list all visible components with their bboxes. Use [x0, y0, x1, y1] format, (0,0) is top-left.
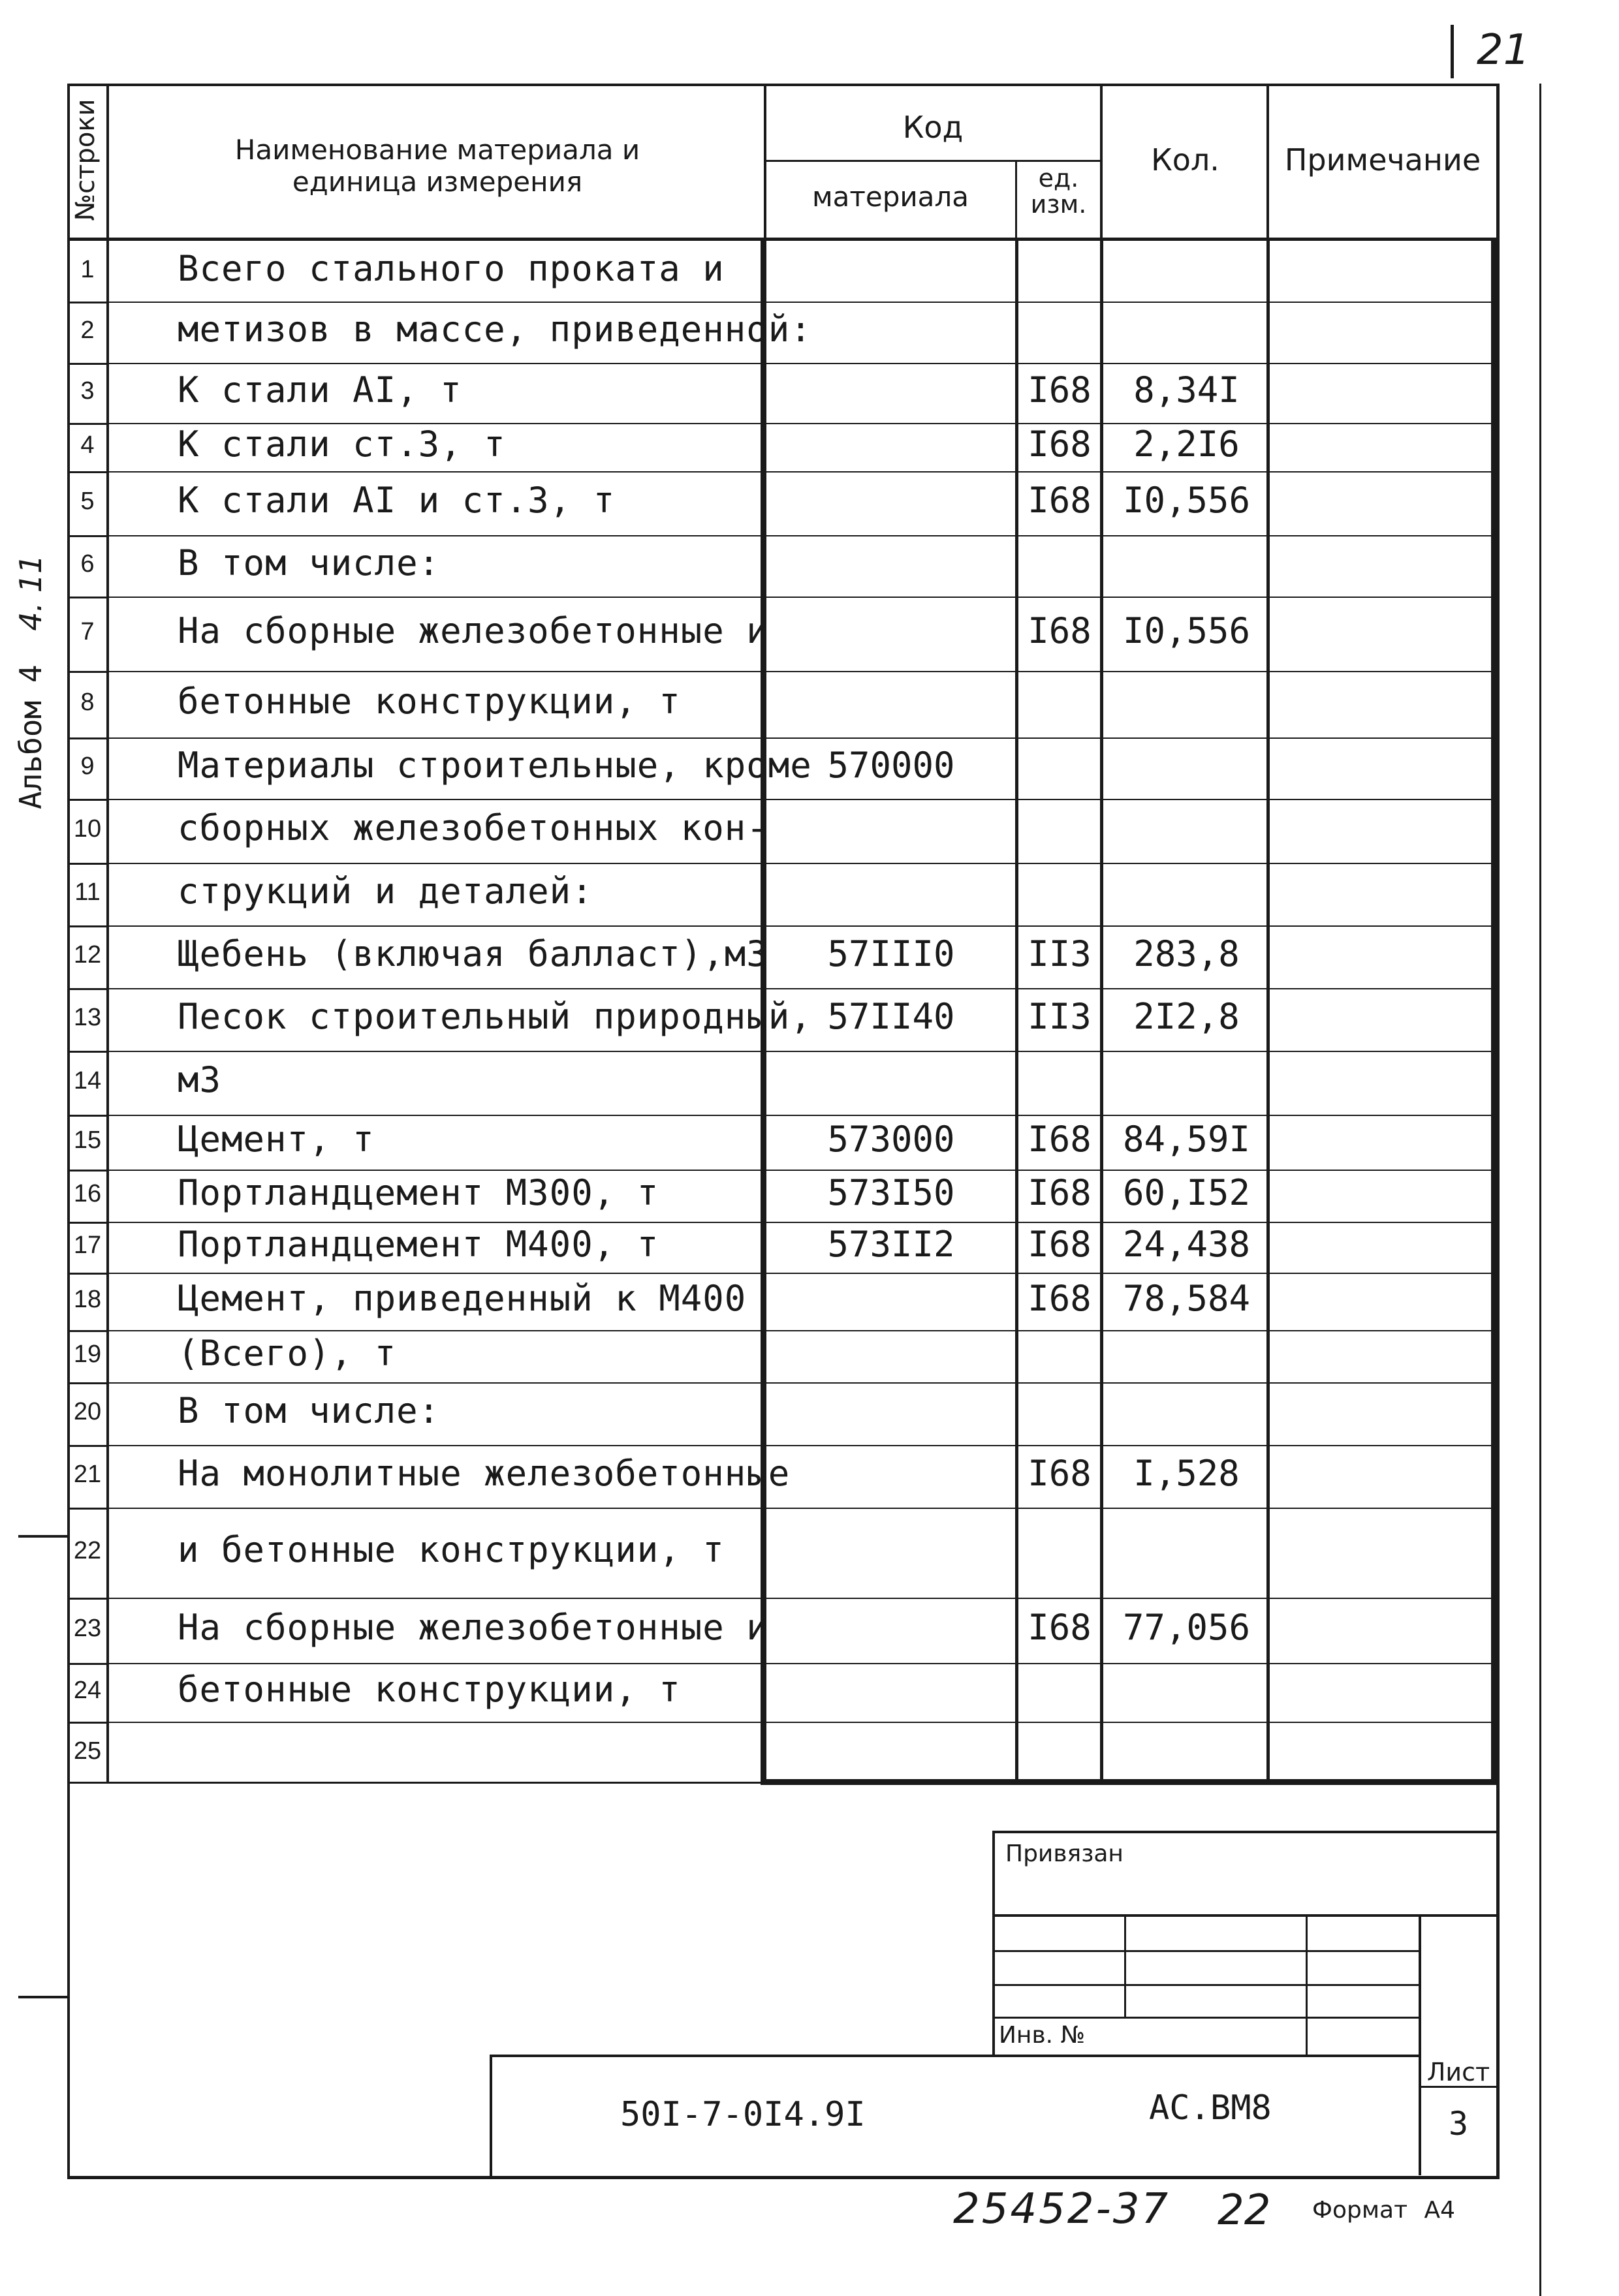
row-number: 10	[73, 815, 102, 843]
footer-handwritten-page: 22	[1218, 2186, 1271, 2235]
row-material-code: 57II40	[827, 996, 955, 1037]
header-qty: Кол.	[1151, 142, 1219, 178]
row-separator	[108, 1330, 1496, 1331]
row-number: 6	[80, 550, 95, 578]
header-row-no: №строки	[71, 99, 101, 221]
row-number-separator	[67, 737, 108, 739]
row-material-name: (Всего), т	[178, 1333, 397, 1374]
code-block-bottom	[761, 1779, 1497, 1785]
row-separator	[108, 863, 1496, 864]
row-unit-code: I68	[1028, 610, 1092, 651]
row-material-name: На сборные железобетонные и	[178, 1607, 768, 1648]
stamp-main-left	[490, 2055, 492, 2177]
row-material-code: 573000	[827, 1119, 955, 1160]
row-unit-code: I68	[1028, 369, 1092, 411]
stamp-doc-code: 50I-7-0I4.9I	[620, 2095, 866, 2134]
row-material-name: Цемент, т	[178, 1119, 375, 1160]
row-separator	[108, 988, 1496, 989]
row-material-name: На монолитные железобетонные	[178, 1453, 791, 1494]
row-number-separator	[67, 1382, 108, 1384]
row-number: 20	[73, 1398, 102, 1425]
row-quantity: 2,2I6	[1133, 424, 1240, 465]
row-separator	[108, 1598, 1496, 1599]
row-separator	[108, 1508, 1496, 1509]
row-number-separator	[67, 471, 108, 473]
frame-bottom	[67, 2176, 1500, 2179]
row-number: 4	[80, 431, 95, 459]
page-number-divider	[1451, 25, 1454, 78]
stamp-attached-top	[992, 1831, 1498, 1833]
row-material-name: На сборные железобетонные и	[178, 610, 768, 651]
row-material-name: К стали АI и ст.3, т	[178, 480, 616, 521]
row-unit-code: II3	[1028, 933, 1092, 974]
row-number: 24	[73, 1677, 102, 1704]
row-unit-code: I68	[1028, 1278, 1092, 1319]
stamp-grid-line	[992, 1984, 1421, 1986]
row-number-separator	[67, 597, 108, 598]
row-material-code: 573I50	[827, 1172, 955, 1213]
stamp-main-top	[490, 2055, 1420, 2057]
column-border	[1491, 241, 1497, 1784]
row-number: 13	[73, 1004, 102, 1031]
row-number-separator	[67, 1445, 108, 1447]
row-separator	[108, 1445, 1496, 1446]
row-number: 5	[80, 488, 95, 515]
row-separator	[108, 471, 1496, 473]
header-code-left	[764, 84, 766, 240]
row-unit-code: I68	[1028, 1224, 1092, 1265]
row-unit-code: I68	[1028, 1453, 1092, 1494]
row-number-separator	[67, 1273, 108, 1275]
row-quantity: 283,8	[1133, 933, 1240, 974]
row-number: 25	[73, 1737, 102, 1765]
row-number: 3	[80, 377, 95, 405]
row-quantity: I0,556	[1122, 610, 1251, 651]
stamp-mark: АС.ВМ8	[1149, 2088, 1272, 2128]
header-name-line1: Наименование материала и	[234, 134, 640, 166]
header-code-group: Код	[902, 110, 964, 145]
row-number-separator	[67, 925, 108, 927]
row-material-name: м3	[178, 1059, 222, 1100]
row-material-name: метизов в массе, приведенной:	[178, 309, 812, 350]
row-quantity: 8,34I	[1133, 369, 1240, 411]
row-number-separator	[67, 1330, 108, 1332]
header-bottom	[67, 238, 1500, 241]
row-number-separator	[67, 1051, 108, 1053]
row-number: 18	[73, 1286, 102, 1313]
row-quantity: 78,584	[1122, 1278, 1251, 1319]
stamp-attached-label: Привязан	[1005, 1840, 1124, 1867]
row-number-separator	[67, 671, 108, 673]
row-material-code: 57III0	[827, 933, 955, 974]
row-separator	[108, 1115, 1496, 1116]
row-material-name: Песок строительный природный,	[178, 996, 812, 1037]
stamp-grid-col	[1306, 1914, 1308, 2055]
row-number: 2	[80, 317, 95, 344]
row-quantity: 2I2,8	[1133, 996, 1240, 1037]
row-separator	[108, 597, 1496, 598]
row-number-separator	[67, 1508, 108, 1510]
row-number-separator	[67, 799, 108, 801]
album-stamp-handwritten: 4. 11	[13, 554, 48, 631]
row-material-name: В том числе:	[178, 1390, 441, 1431]
row-number: 15	[73, 1126, 102, 1154]
header-note: Примечание	[1284, 142, 1481, 178]
stamp-sheet-label: Лист	[1426, 2058, 1490, 2087]
row-quantity: 24,438	[1122, 1224, 1251, 1265]
row-separator	[108, 925, 1496, 927]
header-code-unit-line1: ед.	[1038, 164, 1079, 193]
row-separator	[108, 1170, 1496, 1171]
margin-mark	[18, 1996, 68, 1998]
row-material-name: сборных железобетонных кон-	[178, 807, 768, 848]
header-name-line2: единица измерения	[292, 166, 583, 198]
row-number: 1	[80, 255, 95, 283]
row-quantity: I0,556	[1122, 480, 1251, 521]
header-code-unit	[1015, 165, 1102, 217]
footer-handwritten-number: 25452-37	[953, 2185, 1171, 2233]
row-separator	[108, 1051, 1496, 1052]
row-material-name: К стали ст.3, т	[178, 424, 506, 465]
row-quantity: 77,056	[1122, 1607, 1251, 1648]
row-quantity: 60,I52	[1122, 1172, 1251, 1213]
row-material-name: Материалы строительные, кроме	[178, 745, 812, 786]
row-number-separator	[67, 1663, 108, 1665]
album-stamp-label: Альбом 4	[13, 664, 48, 809]
row-material-name: В том числе:	[178, 542, 441, 583]
row-number: 9	[80, 752, 95, 780]
row-material-name: Всего стального проката и	[178, 247, 725, 289]
row-number: 12	[73, 941, 102, 969]
row-number-separator	[67, 423, 108, 425]
row-number-separator	[67, 988, 108, 990]
row-quantity: 84,59I	[1122, 1119, 1251, 1160]
row-number-separator	[67, 1222, 108, 1224]
row-separator	[108, 1222, 1496, 1223]
row-number: 21	[73, 1461, 102, 1488]
sheet-edge	[1539, 84, 1541, 2296]
row-material-name: Цемент, приведенный к М400	[178, 1278, 747, 1319]
row-unit-code: I68	[1028, 1607, 1092, 1648]
row-quantity: I,528	[1133, 1453, 1240, 1494]
row-number: 8	[80, 689, 95, 716]
header-code-split	[764, 160, 1102, 162]
row-separator	[108, 302, 1496, 303]
row-number-separator	[67, 535, 108, 537]
row-material-code: 570000	[827, 745, 955, 786]
row-material-name: бетонные конструкции, т	[178, 1669, 681, 1710]
row-separator	[108, 363, 1496, 364]
row-number-separator	[67, 1170, 108, 1171]
row-number: 22	[73, 1537, 102, 1564]
row-unit-code: I68	[1028, 424, 1092, 465]
row-number-separator	[67, 1598, 108, 1600]
row-number-separator	[67, 863, 108, 865]
row-material-name: Портландцемент М400, т	[178, 1224, 659, 1265]
row-material-name: струкций и деталей:	[178, 871, 593, 912]
footer-format-label: Формат	[1312, 2197, 1408, 2224]
stamp-grid-line	[992, 2017, 1421, 2019]
stamp-sheet-value: 3	[1448, 2105, 1469, 2143]
row-separator	[108, 535, 1496, 536]
row-material-name: Щебень (включая балласт),м3	[178, 933, 768, 974]
row-number: 11	[74, 878, 101, 906]
row-material-name: К стали АI, т	[178, 369, 462, 411]
row-number: 14	[73, 1067, 102, 1094]
row-unit-code: I68	[1028, 480, 1092, 521]
row-number: 19	[73, 1341, 102, 1368]
header-code-unit-line2: изм.	[1030, 190, 1087, 219]
row-material-name: Портландцемент М300, т	[178, 1172, 659, 1213]
row-number-separator	[67, 302, 108, 303]
row-material-name: и бетонные конструкции, т	[178, 1529, 725, 1570]
row-separator	[108, 1382, 1496, 1384]
album-stamp	[13, 555, 48, 809]
row-number: 16	[73, 1180, 102, 1207]
row-number: 23	[73, 1615, 102, 1642]
row-separator	[108, 1273, 1496, 1274]
margin-mark	[18, 1535, 68, 1538]
row-unit-code: II3	[1028, 996, 1092, 1037]
page-number-handwritten: 21	[1477, 26, 1530, 74]
row-separator	[108, 737, 1496, 739]
row-material-name: бетонные конструкции, т	[178, 681, 681, 722]
stamp-grid-col	[1124, 1914, 1126, 2019]
header-name	[111, 134, 764, 198]
stamp-attached-under	[992, 1914, 1498, 1917]
row-separator	[108, 671, 1496, 672]
footer-format	[1312, 2197, 1455, 2224]
row-separator	[108, 799, 1496, 800]
frame-top	[67, 84, 1500, 86]
row-unit-code: I68	[1028, 1119, 1092, 1160]
header-code-material: материала	[811, 181, 969, 213]
row-unit-code: I68	[1028, 1172, 1092, 1213]
row-separator	[108, 1663, 1496, 1664]
row-number: 17	[73, 1232, 102, 1259]
row-number-separator	[67, 363, 108, 365]
footer-format-value: А4	[1424, 2197, 1456, 2224]
row-separator	[108, 1722, 1496, 1723]
header-rownum-divider	[106, 84, 109, 1784]
row-number-separator	[67, 1722, 108, 1724]
row-material-code: 573II2	[827, 1224, 955, 1265]
row-number: 7	[80, 618, 95, 645]
row-number-separator	[67, 1115, 108, 1117]
stamp-grid-line	[992, 1950, 1421, 1952]
stamp-inv-label: Инв. №	[999, 2022, 1086, 2049]
stamp-attached-left	[992, 1831, 995, 2056]
